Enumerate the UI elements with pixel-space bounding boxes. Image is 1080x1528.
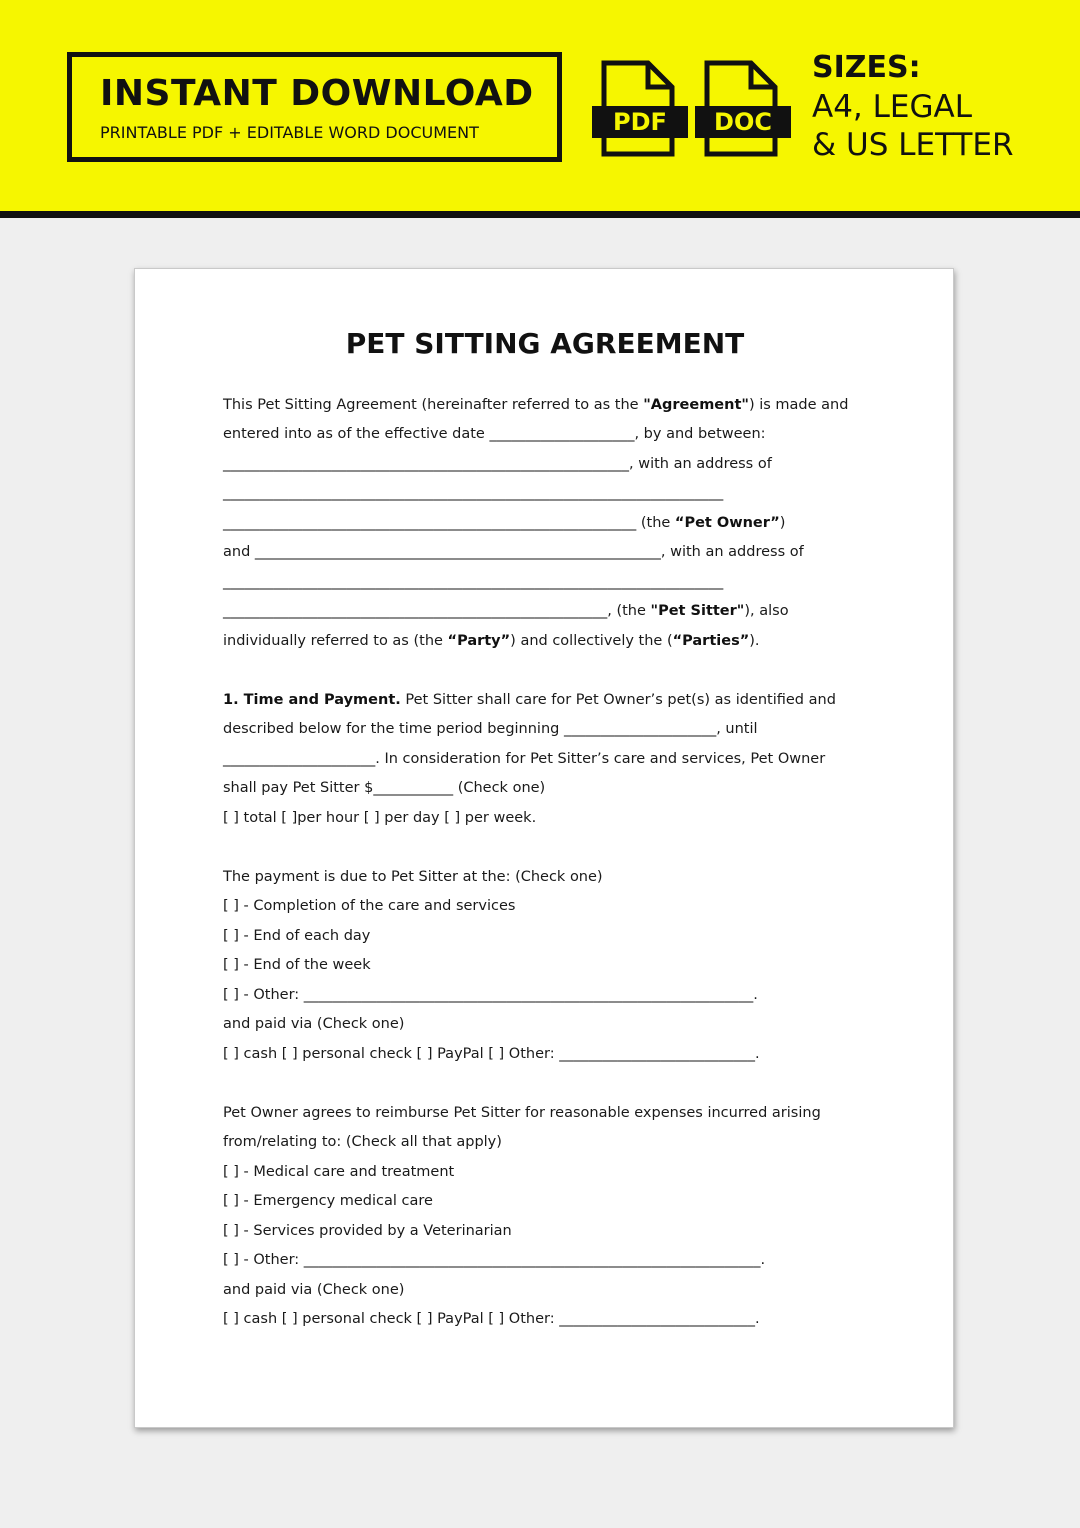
payment-method-line: and paid via (Check one) bbox=[223, 1282, 405, 1298]
section-1-line: described below for the time period beginning _____________________, until bbox=[223, 721, 758, 737]
payment-method-options: [ ] cash [ ] personal check [ ] PayPal [ ] Other: ___________________________. bbox=[223, 1046, 760, 1062]
intro-line: _________________________________________________________ (the “Pet Owner”) bbox=[223, 515, 786, 531]
intro-line: _____________________________________________________________________ bbox=[223, 574, 724, 590]
download-subtitle: PRINTABLE PDF + EDITABLE WORD DOCUMENT bbox=[100, 123, 479, 142]
payment-method-line: and paid via (Check one) bbox=[223, 1016, 405, 1032]
pdf-label: PDF bbox=[592, 106, 688, 138]
section-1-line: 1. Time and Payment. Pet Sitter shall care for Pet Owner’s pet(s) as identified and bbox=[223, 692, 836, 708]
reimburse-line: Pet Owner agrees to reimburse Pet Sitter for reasonable expenses incurred arising bbox=[223, 1105, 821, 1121]
intro-line: _____________________________________________________, (the "Pet Sitter"), also bbox=[223, 603, 789, 619]
reimburse-line: from/relating to: (Check all that apply) bbox=[223, 1134, 502, 1150]
doc-label: DOC bbox=[695, 106, 791, 138]
section-1-line: shall pay Pet Sitter $___________ (Check one) bbox=[223, 780, 546, 796]
reimburse-option: [ ] - Other: _______________________________________________________________. bbox=[223, 1252, 766, 1268]
payment-method-options: [ ] cash [ ] personal check [ ] PayPal [ ] Other: ___________________________. bbox=[223, 1311, 760, 1327]
intro-line: individually referred to as (the “Party”) and collectively the (“Parties”). bbox=[223, 633, 760, 649]
rate-checkboxes: [ ] total [ ]per hour [ ] per day [ ] per week. bbox=[223, 810, 537, 826]
instant-download-box bbox=[67, 52, 562, 162]
document-title: PET SITTING AGREEMENT bbox=[345, 327, 745, 360]
payment-due-option: [ ] - Completion of the care and services bbox=[223, 898, 516, 914]
intro-line: and ________________________________________________________, with an address of bbox=[223, 544, 804, 560]
intro-line: This Pet Sitting Agreement (hereinafter referred to as the "Agreement") is made and bbox=[223, 397, 849, 413]
banner-divider bbox=[0, 211, 1080, 218]
sizes-info bbox=[812, 48, 1014, 164]
payment-due-option: [ ] - Other: ______________________________________________________________. bbox=[223, 987, 758, 1003]
intro-line: ________________________________________________________, with an address of bbox=[223, 456, 772, 472]
sizes-line: A4, LEGAL bbox=[812, 89, 972, 125]
download-title: INSTANT DOWNLOAD bbox=[100, 73, 534, 114]
intro-line: entered into as of the effective date ____________________, by and between: bbox=[223, 426, 766, 442]
intro-line: _____________________________________________________________________ bbox=[223, 485, 724, 501]
payment-due-option: [ ] - End of each day bbox=[223, 928, 371, 944]
reimburse-option: [ ] - Medical care and treatment bbox=[223, 1164, 455, 1180]
reimburse-option: [ ] - Emergency medical care bbox=[223, 1193, 433, 1209]
sizes-heading: SIZES: bbox=[812, 50, 921, 85]
sizes-line: & US LETTER bbox=[812, 127, 1014, 163]
reimburse-option: [ ] - Services provided by a Veterinarian bbox=[223, 1223, 512, 1239]
payment-due-option: [ ] - End of the week bbox=[223, 957, 371, 973]
pdf-file-icon bbox=[592, 60, 688, 160]
section-1-line: _____________________. In consideration for Pet Sitter’s care and services, Pet Owner bbox=[223, 751, 826, 767]
doc-file-icon bbox=[695, 60, 791, 160]
document-page bbox=[134, 268, 954, 1428]
payment-due-line: The payment is due to Pet Sitter at the: (Check one) bbox=[223, 869, 603, 885]
section-1-heading: 1. Time and Payment. bbox=[223, 692, 401, 708]
